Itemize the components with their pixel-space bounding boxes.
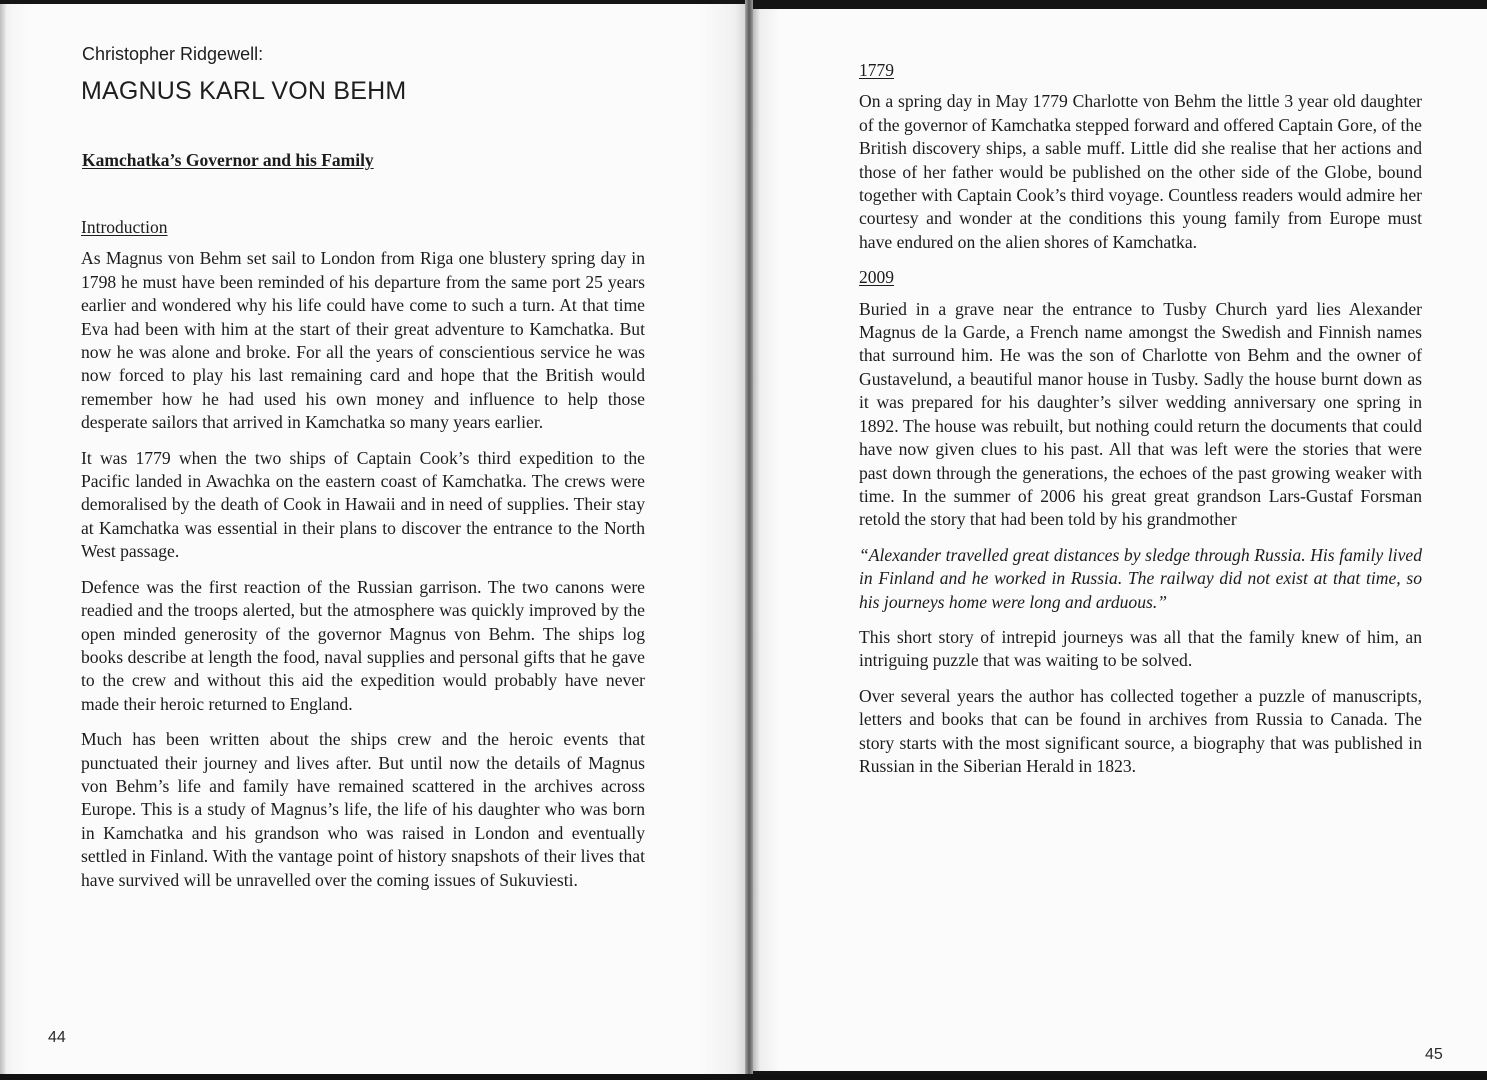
subheading-2009: 2009 — [859, 267, 894, 288]
paragraph: On a spring day in May 1779 Charlotte von Behm the little 3 year old daughter of the governor of Kamchatka stepped forward and offered Captain Gore, of the British discovery ships, a sable muff. Little did she realise that her actions and those of her father would be published on the other side of the Globe, bound together with Captain Cook’s third voyage. Countless readers would admire her courtesy and wonder at the conditions this young family from Europe must have endured on the alien shores of Kamchatka. — [859, 91, 1422, 252]
subheading-introduction: Introduction — [81, 217, 168, 237]
left-page-edge — [0, 4, 6, 1074]
subheading-1779: 1779 — [859, 60, 894, 80]
section-heading: Kamchatka’s Governor and his Family — [82, 150, 374, 170]
left-page-body — [81, 216, 645, 904]
book-gutter — [745, 0, 753, 1080]
author-name: Christopher Ridgewell: — [82, 44, 264, 64]
page-number-right: 45 — [1425, 1046, 1443, 1063]
right-page-body — [859, 59, 1422, 790]
scan-bottom-edge — [0, 1074, 1487, 1080]
paragraph: Much has been written about the ships crew and the heroic events that punctuated their journey and lives after. But until now the details of Magnus von Behm’s life and family have remained scattered in the archives across Europe. This is a study of Magnus’s life, the life of his daughter who was born in Kamchatka and his grandson who was raised in London and eventually settled in Finland. With the vantage point of history snapshots of their lives that have survived will be unravelled over the coming issues of Sukuviesti. — [81, 729, 645, 890]
paragraph: As Magnus von Behm set sail to London from Riga one blustery spring day in 1798 he must have been reminded of his departure from the same port 25 years earlier and wondered why his life could have come to such a turn. At that time Eva had been with him at the start of their great adventure to Kamchatka. But now he was alone and broke. For all the years of conscientious service he was now forced to play his last remaining card and hope that the British would remember how he had used his own money and influence to help those desperate sailors that arrived in Kamchatka so many years earlier. — [81, 248, 645, 433]
paragraph: Defence was the first reaction of the Russian garrison. The two canons were readied and the troops alerted, but the atmosphere was quickly improved by the open minded generosity of the governor Magnus von Behm. The ships log books describe at length the food, naval supplies and personal gifts that he gave to the crew and without this aid the expedition would probably have never made their heroic returned to England. — [81, 576, 645, 714]
article-title: MAGNUS KARL VON BEHM — [81, 77, 407, 105]
page-number-left: 44 — [48, 1029, 66, 1046]
quote: “Alexander travelled great distances by sledge through Russia. His family lived in Finland and he worked in Russia. The railway did not exist at that time, so his journeys home were long and arduous.” — [859, 544, 1422, 612]
paragraph: This short story of intrepid journeys was all that the family knew of him, an intriguing puzzle that was waiting to be solved. — [859, 626, 1422, 671]
paragraph: Over several years the author has collected together a puzzle of manuscripts, letters and books that can be found in archives from Russia to Canada. The story starts with the most significant source, a biography that was published in Russian in the Siberian Herald in 1823. — [859, 685, 1422, 776]
paragraph: Buried in a grave near the entrance to Tusby Church yard lies Alexander Magnus de la Garde, a French name amongst the Swedish and Finnish names that surround him. He was the son of Charlotte von Behm and the owner of Gustavelund, a beautiful manor house in Tusby. Sadly the house burnt down as it was prepared for his daughter’s silver wedding anniversary one spring in 1892. The house was rebuilt, but nothing could return the documents that could have now given clues to his past. All that was left were the stories that were past down through the generations, the echoes of the past growing weaker with time. In the summer of 2006 his great great grandson Lars-Gustaf Forsman retold the story that had been told by his grandmother — [859, 298, 1422, 530]
paragraph: It was 1779 when the two ships of Captain Cook’s third expedition to the Pacific landed in Awachka on the eastern coast of Kamchatka. The crews were demoralised by the death of Cook in Hawaii and in need of supplies. Their stay at Kamchatka was essential in their plans to discover the entrance to the North West passage. — [81, 447, 645, 562]
